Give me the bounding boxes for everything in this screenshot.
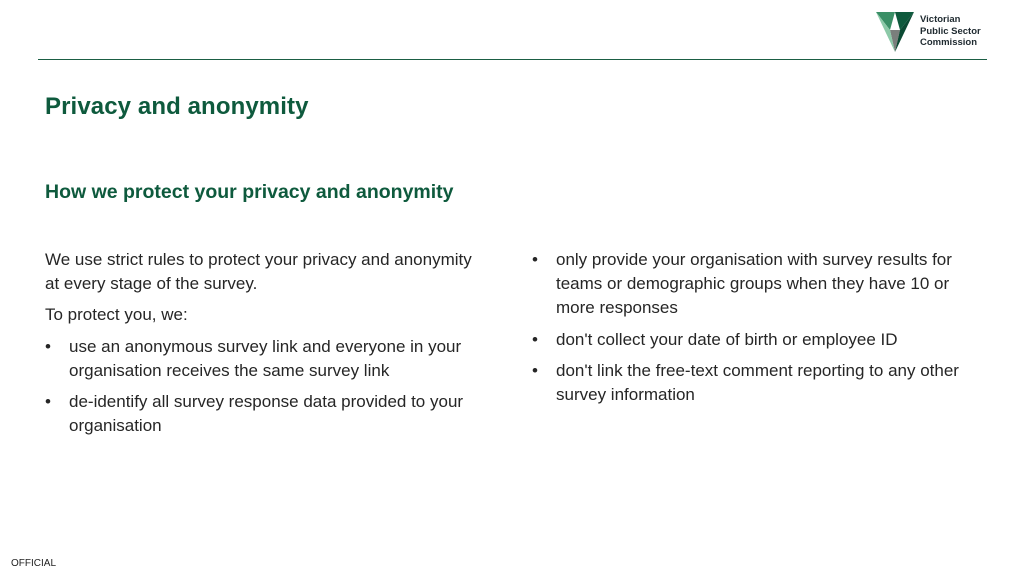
- section-subtitle: How we protect your privacy and anonymity: [45, 181, 454, 203]
- logo-wordmark: [920, 14, 981, 49]
- vpsc-logo-icon: [876, 12, 914, 52]
- left-bullet-list: [45, 335, 485, 439]
- intro-paragraph: We use strict rules to protect your privacy and anonymity at every stage of the survey.: [45, 250, 472, 294]
- right-column: [532, 248, 992, 414]
- right-bullet-list: [532, 248, 992, 407]
- logo-line-3: Commission: [920, 37, 978, 48]
- logo-line-1: Victorian: [920, 14, 961, 25]
- list-item: • only provide your organisation with survey results for teams or demographic groups when they have 10 or more responses: [532, 248, 992, 321]
- left-column: [45, 248, 485, 445]
- logo-line-2: Public Sector: [920, 25, 981, 37]
- list-item: • don't link the free-text comment reporting to any other survey information: [532, 359, 992, 407]
- page-title: Privacy and anonymity: [45, 93, 309, 120]
- list-item: • don't collect your date of birth or employee ID: [532, 328, 992, 352]
- lead-paragraph: To protect you, we:: [45, 305, 188, 325]
- list-item: • de-identify all survey response data provided to your organisation: [45, 390, 485, 438]
- security-classification: OFFICIAL: [11, 558, 57, 569]
- header-divider: [38, 59, 987, 60]
- list-item: • use an anonymous survey link and everyone in your organisation receives the same survey link: [45, 335, 485, 383]
- vpsc-logo: [876, 12, 988, 52]
